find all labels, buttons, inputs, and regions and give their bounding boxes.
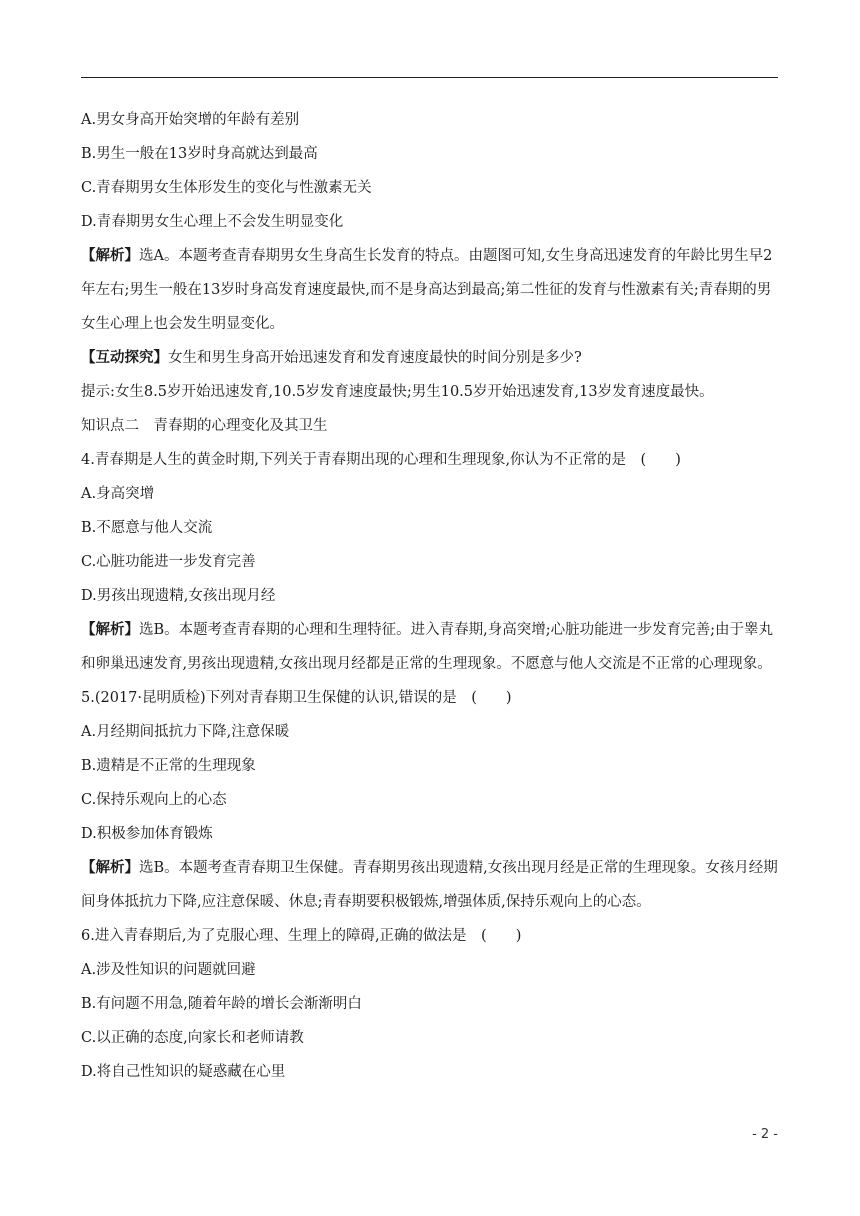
q4-analysis [81,613,781,681]
q6-stem: 6.进入青春期后,为了克服心理、生理上的障碍,正确的做法是 ( ) [81,928,522,944]
q5-option-b: B.遗精是不正常的生理现象 [81,758,256,774]
analysis-label: 【解析】 [81,247,139,264]
q4-option-b: B.不愿意与他人交流 [81,520,213,536]
q4-option-d: D.男孩出现遗精,女孩出现月经 [81,588,276,604]
q6-option-c: C.以正确的态度,向家长和老师请教 [81,1030,304,1046]
q3-option-d: D.青春期男女生心理上不会发生明显变化 [81,214,344,230]
q5-option-d: D.积极参加体育锻炼 [81,826,213,842]
explore-text: 女生和男生身高开始迅速发育和发育速度最快的时间分别是多少? [168,350,582,366]
q4-option-c: C.心脏功能进一步发育完善 [81,554,256,570]
page-number: - 2 - [752,1127,778,1142]
analysis-text: 选A。本题考查青春期男女生身高生长发育的特点。由题图可知,女生身高迅速发育的年龄比男生早2年左右;男生一般在13岁时身高发育速度最快,而不是身高达到最高;第二性征的发育与性激素有关;青春期的男女生心理上也会发生明显变化。 [81,248,773,332]
q5-stem: 5.(2017·昆明质检)下列对青春期卫生保健的认识,错误的是 ( ) [81,690,512,706]
q3-hint: 提示:女生8.5岁开始迅速发育,10.5岁发育速度最快;男生10.5岁开始迅速发育,13岁发育速度最快。 [81,384,714,400]
q5-analysis [81,851,781,919]
analysis-text: 选B。本题考查青春期的心理和生理特征。进入青春期,身高突增;心脏功能进一步发育完善;由于睾丸和卵巢迅速发育,男孩出现遗精,女孩出现月经都是正常的生理现象。不愿意与他人交流是不正常的心理现象。 [81,622,774,672]
q4-option-a: A.身高突增 [81,486,155,502]
section-heading: 知识点二 青春期的心理变化及其卫生 [81,418,328,434]
q6-option-b: B.有问题不用急,随着年龄的增长会渐渐明白 [81,996,362,1012]
analysis-label: 【解析】 [81,859,139,876]
q4-stem: 4.青春期是人生的黄金时期,下列关于青春期出现的心理和生理现象,你认为不正常的是 ( ) [81,452,681,468]
q3-option-a: A.男女身高开始突增的年龄有差别 [81,112,300,128]
header-rule [81,77,778,78]
q3-option-b: B.男生一般在13岁时身高就达到最高 [81,146,318,162]
q5-option-c: C.保持乐观向上的心态 [81,792,227,808]
q5-option-a: A.月经期间抵抗力下降,注意保暖 [81,724,290,740]
q3-analysis [81,239,781,341]
q6-option-d: D.将自己性知识的疑惑藏在心里 [81,1064,286,1080]
document-body [81,103,781,1089]
explore-label: 【互动探究】 [81,349,168,366]
q6-option-a: A.涉及性知识的问题就回避 [81,962,256,978]
analysis-text: 选B。本题考查青春期卫生保健。青春期男孩出现遗精,女孩出现月经是正常的生理现象。女孩月经期间身体抵抗力下降,应注意保暖、休息;青春期要积极锻炼,增强体质,保持乐观向上的心态。 [81,860,778,910]
q3-option-c: C.青春期男女生体形发生的变化与性激素无关 [81,180,372,196]
analysis-label: 【解析】 [81,621,139,638]
q3-explore [81,341,781,375]
